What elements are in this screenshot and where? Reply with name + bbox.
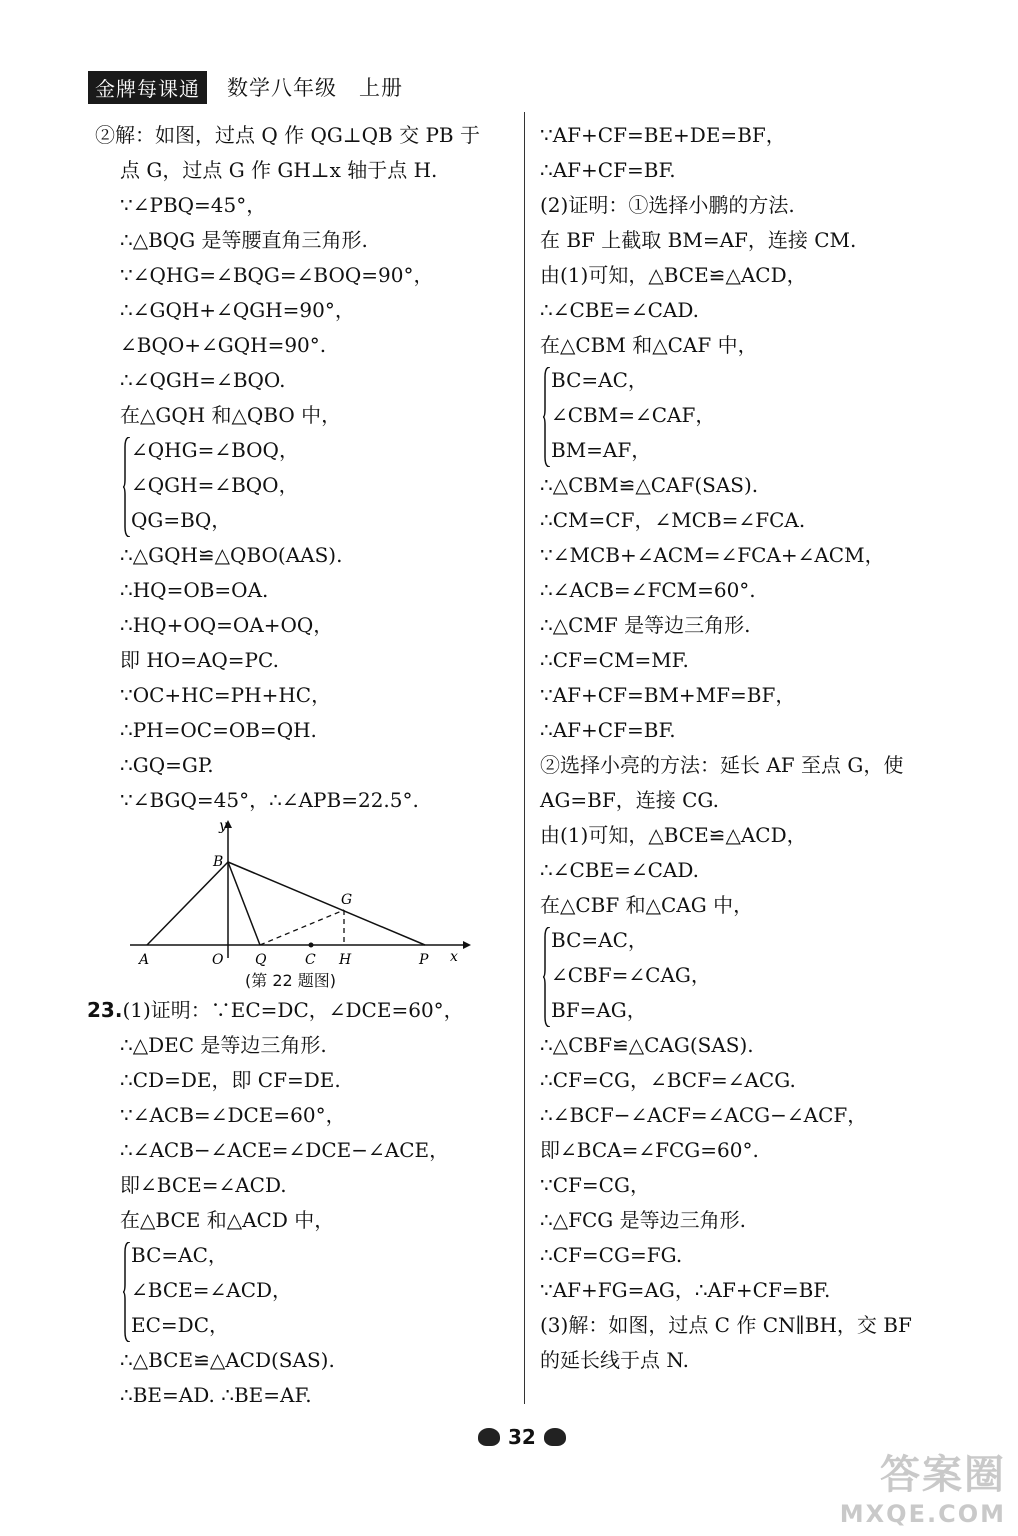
text-line: ∴PH=OC=OB=QH. <box>120 718 317 742</box>
system-line: ∠CBF=∠CAG， <box>551 963 711 987</box>
text-line: ∵∠PBQ=45°， <box>120 193 267 217</box>
text-line: ∴HQ+OQ=OA+OQ， <box>120 613 334 637</box>
text-line: ∴∠BCF−∠ACF=∠ACG−∠ACF， <box>540 1103 868 1127</box>
text-line: ∴∠QGH=∠BQO. <box>120 368 286 392</box>
text-line: ∴CF=CG，∠BCF=∠ACG. <box>540 1068 796 1092</box>
label-h: H <box>339 952 352 968</box>
label-q: Q <box>255 952 267 968</box>
text-line: ∠BQO+∠GQH=90°. <box>120 333 327 357</box>
text-line: ∵CF=CG， <box>540 1173 650 1197</box>
text-line: ∴∠CBE=∠CAD. <box>540 858 700 882</box>
label-g: G <box>341 892 353 908</box>
equation-system <box>540 363 980 468</box>
left-column <box>87 118 520 1413</box>
text-line: ∴CF=CG=FG. <box>540 1243 683 1267</box>
text-line: ∴△FCG 是等边三角形. <box>540 1208 746 1232</box>
column-divider <box>524 112 525 1404</box>
text-line: 在△GQH 和△QBO 中， <box>120 403 342 427</box>
point-c-dot <box>309 943 314 948</box>
system-line: BC=AC， <box>131 1243 228 1267</box>
text-line: ∴AF+CF=BF. <box>540 158 676 182</box>
text-line: ∵∠ACB=∠DCE=60°， <box>120 1103 346 1127</box>
label-c: C <box>305 952 316 968</box>
brand-label: 金牌每课通 <box>88 71 207 104</box>
x-axis-arrow-icon <box>463 941 471 949</box>
brace-icon <box>543 367 551 467</box>
equation-system <box>540 923 980 1028</box>
text-line: ∴△BQG 是等腰直角三角形. <box>120 228 368 252</box>
equation-system <box>120 433 520 538</box>
text-line: ∵AF+CF=BM+MF=BF， <box>540 683 796 707</box>
text-line: ∴△BCE≌△ACD(SAS). <box>120 1348 335 1372</box>
label-o: O <box>212 952 224 968</box>
system-line: BF=AG， <box>551 998 647 1022</box>
geometry-figure <box>95 818 520 993</box>
text-line: 在 BF 上截取 BM=AF，连接 CM. <box>540 228 857 252</box>
brace-icon <box>123 1242 131 1342</box>
text-line: ∵AF+FG=AG，∴AF+CF=BF. <box>540 1278 831 1302</box>
text-line: 由(1)可知，△BCE≌△ACD， <box>540 823 807 847</box>
question-23-line <box>87 993 520 1028</box>
text-line: 在△CBM 和△CAF 中， <box>540 333 758 357</box>
segment-bp <box>228 862 425 945</box>
text-line: ∴△DEC 是等边三角形. <box>120 1033 327 1057</box>
text-line: ∴∠ACB=∠FCM=60°. <box>540 578 756 602</box>
text-line: ∴BE=AD. ∴BE=AF. <box>120 1383 312 1407</box>
system-line: BC=AC， <box>551 368 648 392</box>
label-p: P <box>419 952 429 968</box>
text-line: ∴△CBF≌△CAG(SAS). <box>540 1033 754 1057</box>
text-line: ∴GQ=GP. <box>120 753 214 777</box>
watermark-title: 答案圈 <box>880 1452 1006 1498</box>
text-line: 在△BCE 和△ACD 中， <box>120 1208 335 1232</box>
text-line: ∴AF+CF=BF. <box>540 718 676 742</box>
text-line: 即 HO=AQ=PC. <box>120 648 279 672</box>
text-line: AG=BF，连接 CG. <box>540 788 720 812</box>
figure-diagram <box>95 818 520 968</box>
text-line: ∴△GQH≌△QBO(AAS). <box>120 543 343 567</box>
question-number: 23. <box>87 998 123 1022</box>
book-subtitle: 数学八年级 上册 <box>227 76 403 100</box>
text-line: 在△CBF 和△CAG 中， <box>540 893 754 917</box>
brace-icon <box>123 437 131 537</box>
page-header <box>88 70 403 104</box>
text-line: 即∠BCA=∠FCG=60°. <box>540 1138 759 1162</box>
text-line: ②选择小亮的方法：延长 AF 至点 G，使 <box>540 753 904 777</box>
equation-system <box>120 1238 520 1343</box>
text-line: ∵∠QHG=∠BQG=∠BOQ=90°， <box>120 263 434 287</box>
label-a: A <box>139 952 150 968</box>
text-line: ∴HQ=OB=OA. <box>120 578 269 602</box>
system-line: BM=AF， <box>551 438 652 462</box>
segment-qg-dashed <box>260 910 344 945</box>
text-line: 的延长线于点 N. <box>540 1348 689 1372</box>
text-line: 即∠BCE=∠ACD. <box>120 1173 287 1197</box>
page-number: 32 <box>508 1425 536 1449</box>
question-text: (1)证明：∵EC=DC，∠DCE=60°， <box>122 998 464 1022</box>
right-column <box>540 118 980 1378</box>
text-line: ∴CD=DE，即 CF=DE. <box>120 1068 341 1092</box>
system-line: BC=AC， <box>551 928 648 952</box>
segment-ab <box>147 862 228 945</box>
text-line: ∵OC+HC=PH+HC， <box>120 683 332 707</box>
watermark-url: MXQE.COM <box>839 1500 1006 1528</box>
text-line: ∵AF+CF=BE+DE=BF， <box>540 123 786 147</box>
system-line: QG=BQ， <box>131 508 232 532</box>
text-line: ∵∠BGQ=45°，∴∠APB=22.5°. <box>120 788 419 812</box>
text-line: 点 G，过点 G 作 GH⊥x 轴于点 H. <box>120 158 438 182</box>
label-x: x <box>450 949 458 965</box>
system-line: ∠BCE=∠ACD， <box>131 1278 293 1302</box>
system-line: ∠QGH=∠BQO， <box>131 473 299 497</box>
text-line: ∴CM=CF，∠MCB=∠FCA. <box>540 508 806 532</box>
watermark <box>840 1443 1006 1528</box>
leaf-left-icon <box>478 1428 500 1446</box>
page-footer <box>470 1425 574 1449</box>
text-line: (2)证明：①选择小鹏的方法. <box>540 193 795 217</box>
text-line: ②解：如图，过点 Q 作 QG⊥QB 交 PB 于 <box>95 123 480 147</box>
system-line: EC=DC， <box>131 1313 229 1337</box>
brace-icon <box>543 927 551 1027</box>
text-line: 由(1)可知，△BCE≌△ACD， <box>540 263 807 287</box>
text-line: ∴∠ACB−∠ACE=∠DCE−∠ACE， <box>120 1138 450 1162</box>
leaf-right-icon <box>544 1428 566 1446</box>
text-line: ∴∠CBE=∠CAD. <box>540 298 700 322</box>
text-line: ∵∠MCB+∠ACM=∠FCA+∠ACM， <box>540 543 885 567</box>
label-b: B <box>213 854 224 870</box>
text-line: ∴△CMF 是等边三角形. <box>540 613 751 637</box>
text-line: (3)解：如图，过点 C 作 CN∥BH，交 BF <box>540 1313 912 1337</box>
text-line: ∴△CBM≌△CAF(SAS). <box>540 473 759 497</box>
text-line: ∴CF=CM=MF. <box>540 648 689 672</box>
system-line: ∠CBM=∠CAF， <box>551 403 716 427</box>
system-line: ∠QHG=∠BOQ， <box>131 438 299 462</box>
figure-caption: (第 22 题图) <box>245 971 337 990</box>
text-line: ∴∠GQH+∠QGH=90°， <box>120 298 355 322</box>
label-y: y <box>219 818 227 834</box>
segment-bq <box>228 862 260 945</box>
